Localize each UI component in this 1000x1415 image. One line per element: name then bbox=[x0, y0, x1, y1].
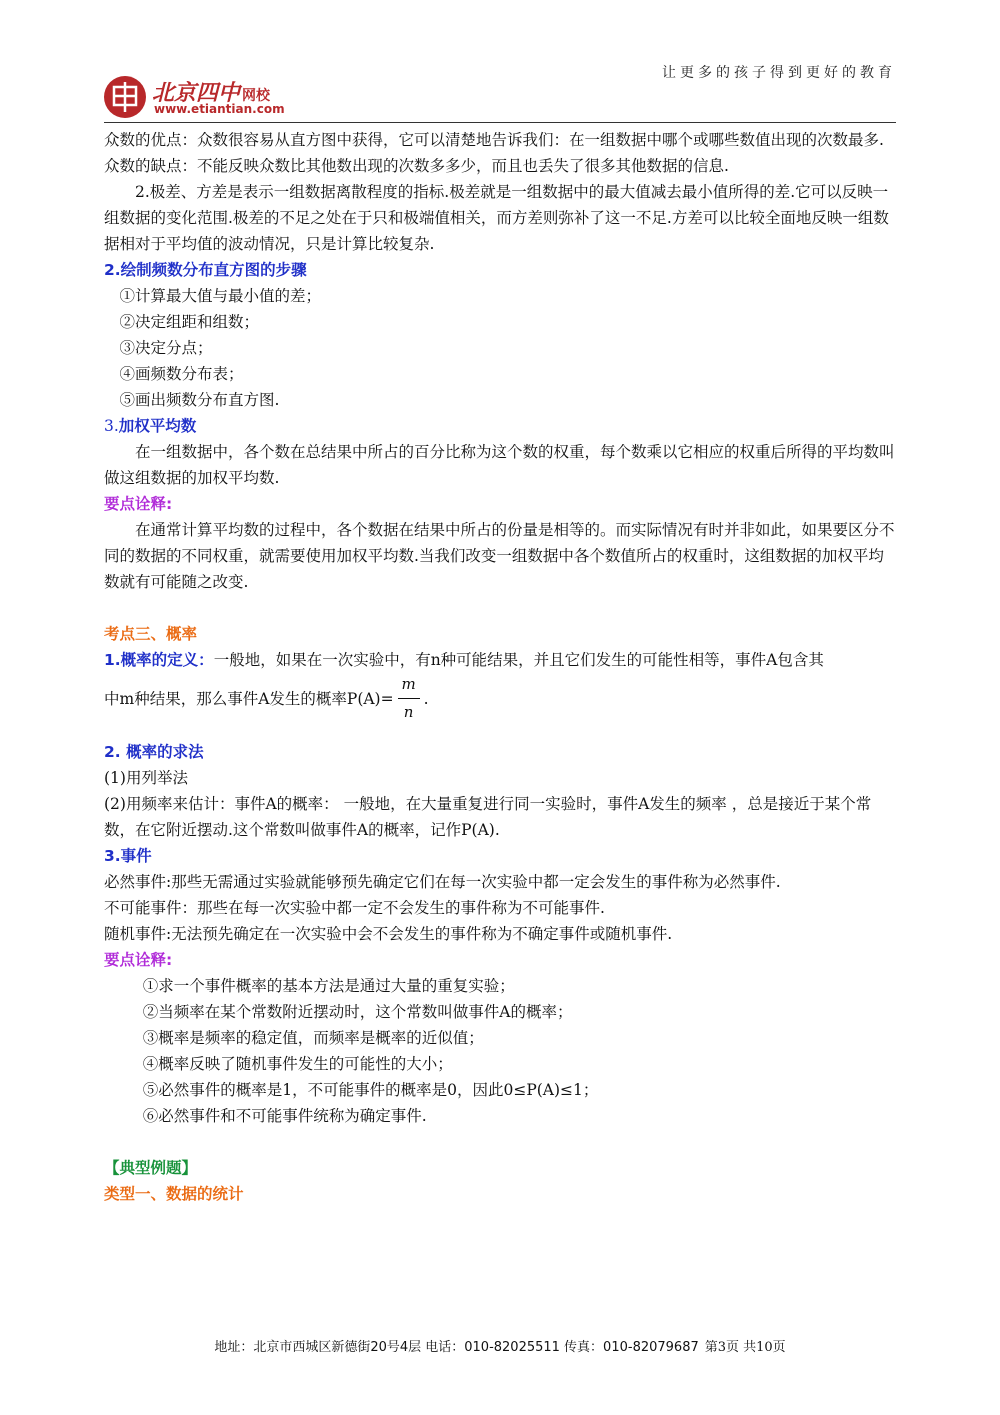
weighted-mean-title-num: 3. bbox=[104, 417, 119, 435]
probability-definition-line1 bbox=[104, 647, 898, 673]
fraction-numerator: m bbox=[401, 675, 416, 693]
histogram-step: ③决定分点； bbox=[119, 339, 213, 357]
note-item: ④概率反映了随机事件发生的可能性的大小； bbox=[142, 1055, 453, 1073]
logo-seal-icon bbox=[104, 76, 146, 118]
header-slogan: 让更多的孩子得到更好的教育 bbox=[662, 65, 896, 81]
type1-title: 类型一、数据的统计 bbox=[104, 1185, 244, 1203]
formula-period: . bbox=[423, 690, 429, 708]
note-title: 要点诠释: bbox=[104, 951, 173, 969]
footer-address: 地址：北京市西城区新德街20号4层 电话：010-82025511 传真：010-82079687 bbox=[214, 1340, 699, 1355]
impossible-event: 不可能事件：那些在每一次实验中都一定不会发生的事件称为不可能事件. bbox=[104, 899, 605, 917]
header-divider bbox=[104, 122, 896, 123]
note-item: ⑤必然事件的概率是1，不可能事件的概率是0，因此0≤P(A)≤1； bbox=[142, 1081, 599, 1099]
fraction-m-over-n bbox=[396, 674, 422, 726]
range-variance-para: 2.极差、方差是表示一组数据离散程度的指标.极差就是一组数据中的最大值减去最小值所得的差.它可以反映一组数据的变化范围.极差的不足之处在于只和极端值相关，而方差则弥补了这一不足.方差可以比较全面地反映一组数据相对于平均值的波动情况，只是计算比较复杂. bbox=[104, 183, 889, 253]
events-title: 3.事件 bbox=[104, 847, 152, 865]
footer bbox=[0, 1336, 1000, 1355]
note-item: ②当频率在某个常数附近摆动时，这个常数叫做事件A的概率； bbox=[142, 1003, 573, 1021]
histogram-step: ②决定组距和组数； bbox=[119, 313, 260, 331]
weighted-mean-title bbox=[104, 413, 898, 439]
certain-event: 必然事件:那些无需通过实验就能够预先确定它们在每一次实验中都一定会发生的事件称为必然事件. bbox=[104, 873, 781, 891]
section-title-probability: 考点三、概率 bbox=[104, 625, 198, 643]
method-frequency: (2)用频率来估计：事件A的概率： 一般地，在大量重复进行同一实验时，事件A发生的频率 ，总是接近于某个常数，在它附近摆动.这个常数叫做事件A的概率，记作P(A). bbox=[104, 795, 872, 839]
histogram-step: ④画频数分布表； bbox=[119, 365, 244, 383]
weighted-mean-text: 在一组数据中，各个数在总结果中所占的百分比称为这个数的权重，每个数乘以它相应的权重后所得的平均数叫做这组数据的加权平均数. bbox=[104, 443, 895, 487]
random-event: 随机事件:无法预先确定在一次实验中会不会发生的事件称为不确定事件或随机事件. bbox=[104, 925, 673, 943]
mode-pros: 众数的优点：众数很容易从直方图中获得，它可以清楚地告诉我们：在一组数据中哪个或哪些数值出现的次数最多. bbox=[104, 131, 884, 149]
note-item: ①求一个事件概率的基本方法是通过大量的重复实验； bbox=[142, 977, 515, 995]
probability-definition-title: 1.概率的定义： bbox=[104, 651, 214, 669]
weighted-mean-title-text: 加权平均数 bbox=[118, 417, 197, 435]
probability-formula-text: 中m种结果，那么事件A发生的概率P(A)= bbox=[104, 690, 394, 708]
histogram-steps-title: 2.绘制频数分布直方图的步骤 bbox=[104, 261, 307, 279]
mode-cons: 众数的缺点：不能反映众数比其他数出现的次数多多少，而且也丢失了很多其他数据的信息. bbox=[104, 157, 729, 175]
logo-brand-sub: 网校 bbox=[242, 88, 271, 104]
histogram-step: ⑤画出频数分布直方图. bbox=[119, 391, 280, 409]
logo-url: www.etiantian.com bbox=[154, 102, 285, 116]
logo bbox=[104, 76, 364, 120]
page-number: 第3页 共10页 bbox=[704, 1340, 786, 1355]
histogram-step: ①计算最大值与最小值的差； bbox=[119, 287, 322, 305]
probability-methods-title: 2. 概率的求法 bbox=[104, 743, 204, 761]
note-item: ③概率是频率的稳定值，而频率是概率的近似值； bbox=[142, 1029, 484, 1047]
examples-title: 【典型例题】 bbox=[104, 1159, 198, 1177]
probability-definition-line2 bbox=[104, 673, 898, 725]
note-title: 要点诠释: bbox=[104, 495, 173, 513]
note-item: ⑥必然事件和不可能事件统称为确定事件. bbox=[142, 1107, 427, 1125]
logo-brand-text: 北京四中 bbox=[152, 80, 241, 106]
note-text: 在通常计算平均数的过程中，各个数据在结果中所占的份量是相等的。而实际情况有时并非如此，如果要区分不同的数据的不同权重，就需要使用加权平均数.当我们改变一组数据中各个数值所占的权重时，这组数据的加权平均数就有可能随之改变. bbox=[104, 521, 895, 591]
fraction-denominator: n bbox=[403, 703, 414, 721]
method-enumeration: (1)用列举法 bbox=[104, 769, 188, 787]
page-content bbox=[104, 127, 898, 1207]
probability-definition-text: 一般地，如果在一次实验中，有n种可能结果，并且它们发生的可能性相等，事件A包含其 bbox=[213, 651, 824, 669]
